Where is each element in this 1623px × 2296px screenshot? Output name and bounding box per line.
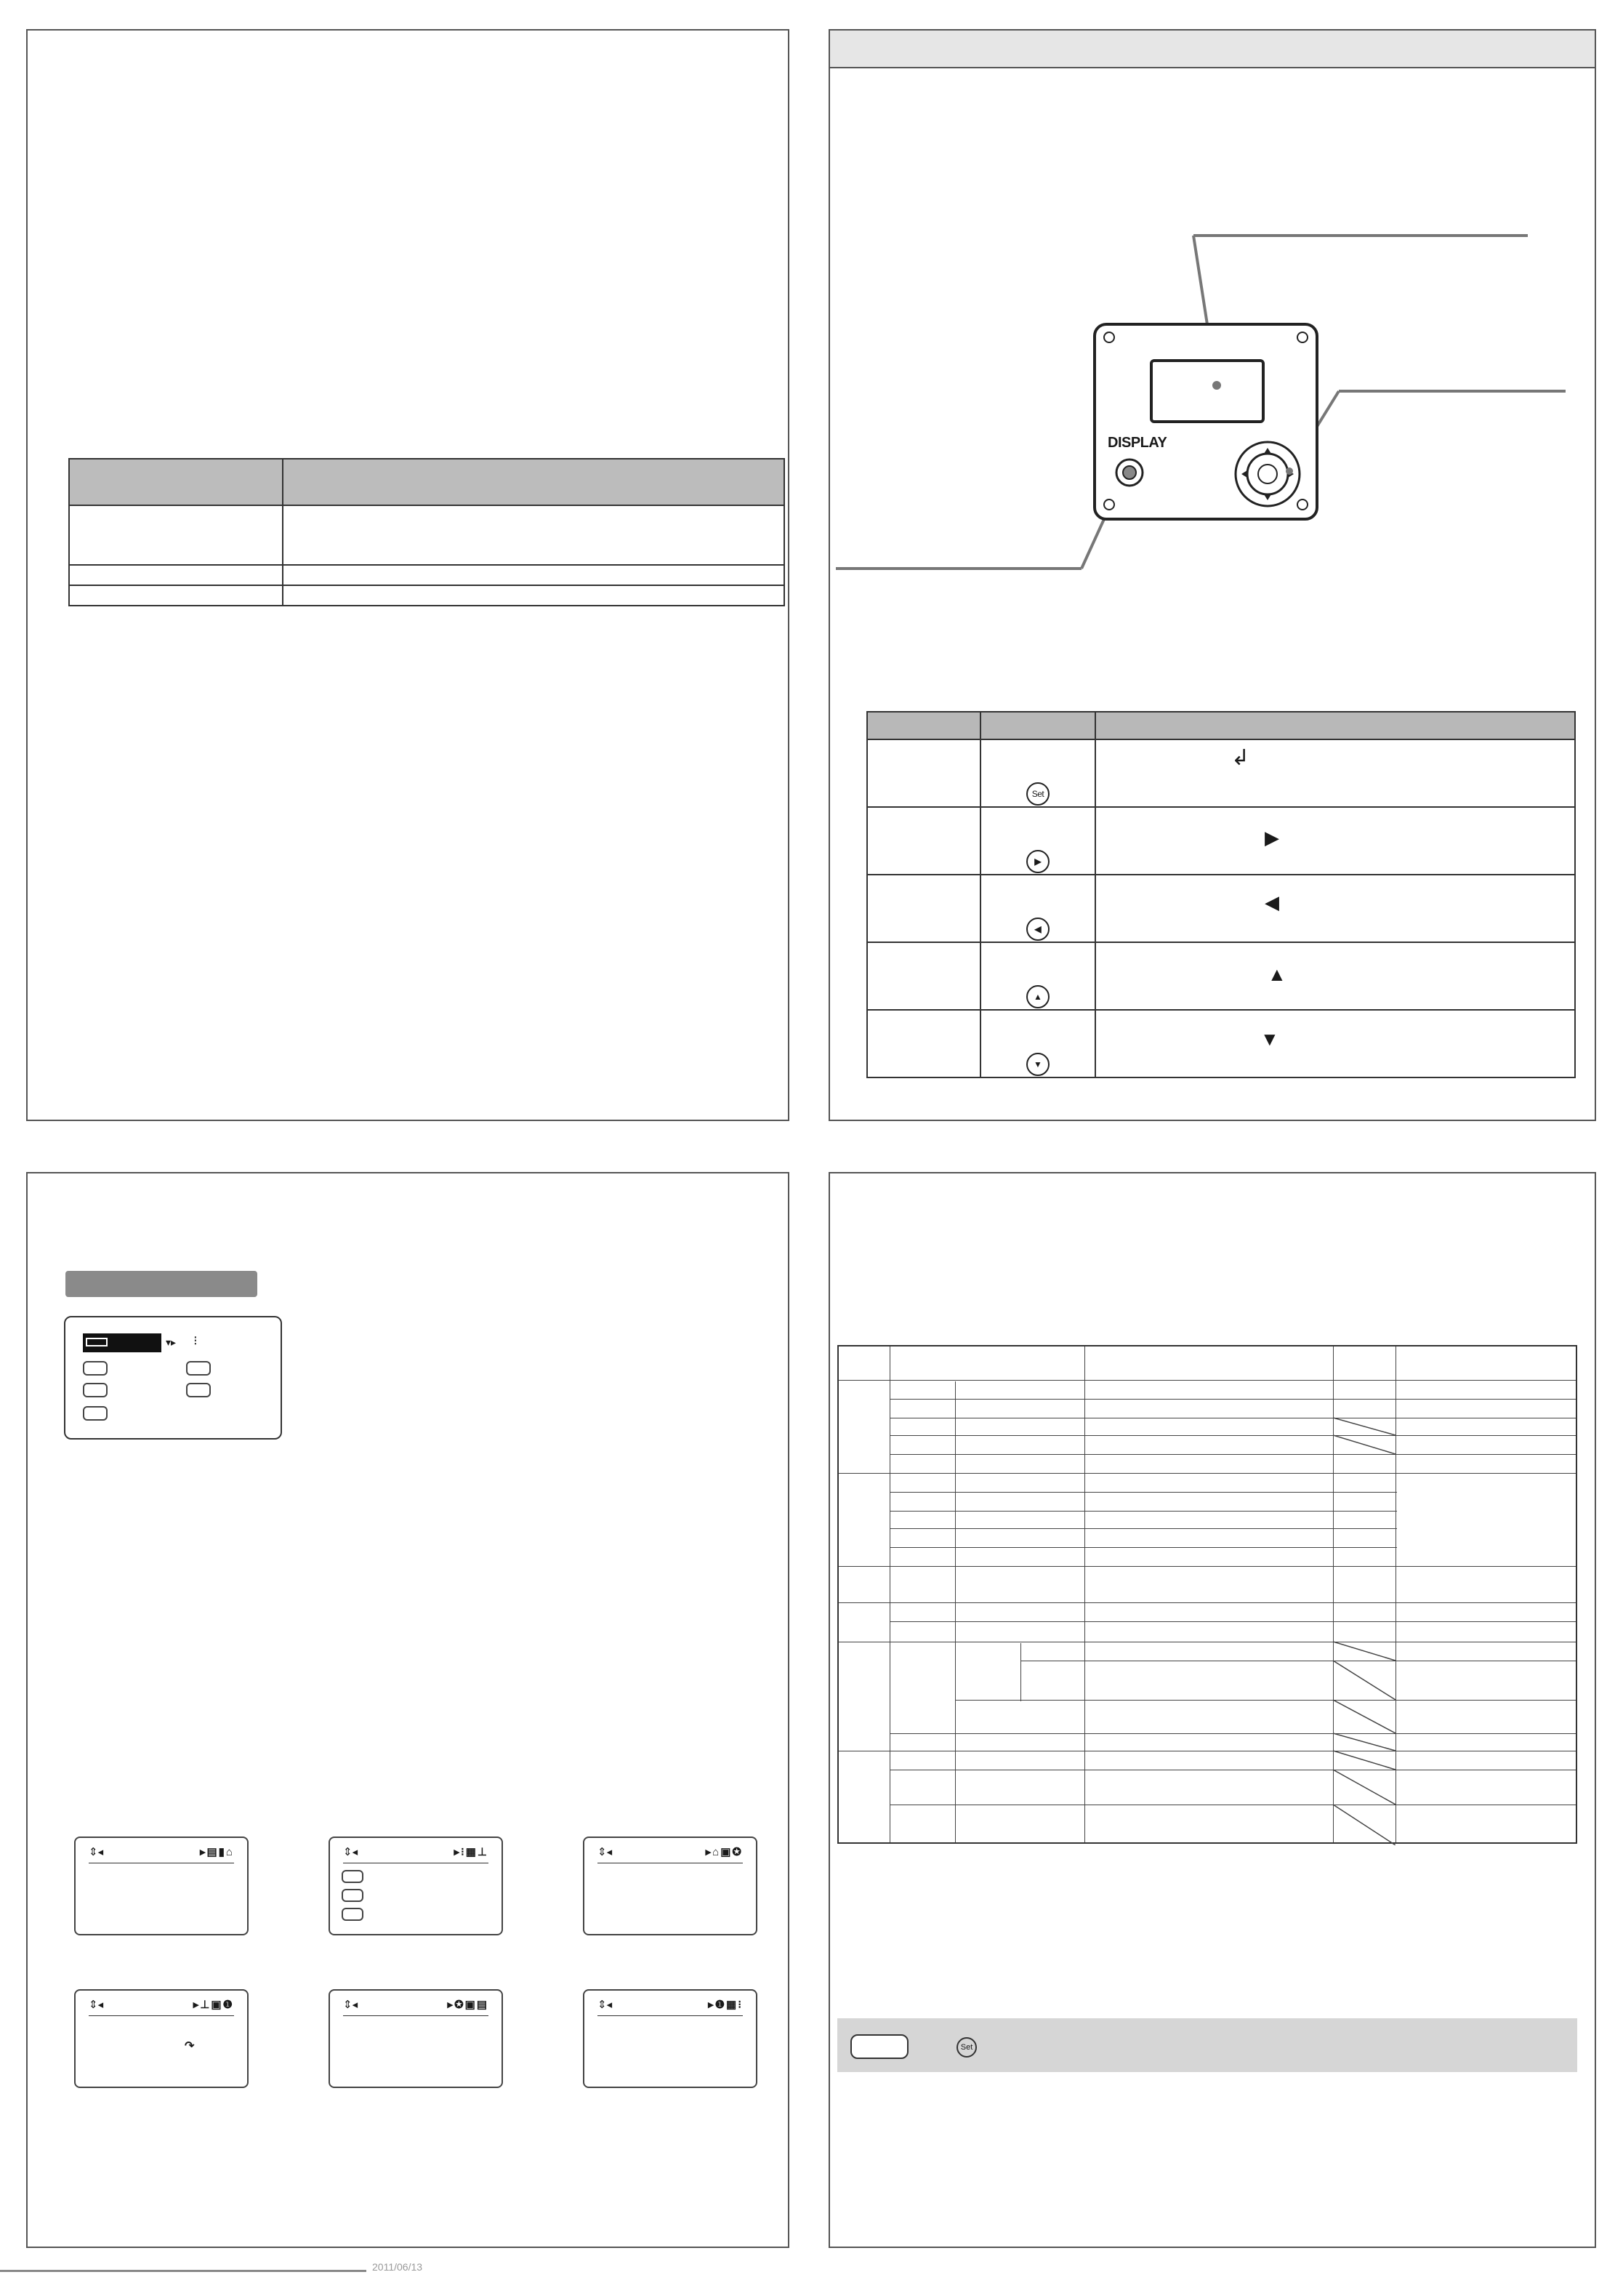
lcd-example <box>329 1989 503 2088</box>
spec-cell <box>283 585 784 606</box>
table-column-line <box>1020 1643 1021 1701</box>
table-row-line <box>839 1380 1576 1381</box>
set-button-icon: Set <box>1026 782 1050 806</box>
menu-structure-table <box>837 1345 1577 1844</box>
down-arrow-icon: ▼ <box>1260 1028 1279 1050</box>
table-row-line <box>890 1528 1397 1529</box>
camera-rear-illustration <box>830 31 1598 583</box>
nav-arrows-icon: ⇕◂ <box>343 1846 358 1858</box>
page-panel-2 <box>829 29 1596 1121</box>
option-pill <box>342 1870 363 1883</box>
footer-date: 2011/06/13 <box>372 2261 423 2273</box>
table-row-line <box>890 1454 1576 1455</box>
table-row-line <box>890 1733 1576 1734</box>
table-row <box>867 942 1575 1010</box>
button-function-table <box>866 711 1576 1078</box>
spec-cell <box>69 585 283 606</box>
lcd-screen-main <box>64 1316 282 1440</box>
menu-icons: ▸⊥▣❶ <box>193 1999 234 2011</box>
table-row-line <box>890 1492 1397 1493</box>
note-bar <box>837 2018 1577 2072</box>
up-button-icon: ▲ <box>1026 985 1050 1008</box>
table-row-line <box>955 1700 1576 1701</box>
lcd-example <box>583 1837 757 1935</box>
page-panel-3 <box>26 1172 789 2248</box>
left-button-icon: ◀ <box>1026 918 1050 941</box>
lcd-window <box>1151 361 1263 422</box>
option-pill <box>83 1406 108 1421</box>
option-pill <box>186 1383 211 1397</box>
table-row-line <box>890 1399 1576 1400</box>
option-pill <box>342 1908 363 1921</box>
right-button-icon: ▶ <box>1026 850 1050 873</box>
nav-arrows-icon: ⇕◂ <box>343 1999 358 2011</box>
option-pill <box>83 1383 108 1397</box>
set-button-icon: Set <box>957 2037 977 2058</box>
lcd-example <box>583 1989 757 2088</box>
up-arrow-icon: ▲ <box>1268 963 1286 985</box>
spec-header-cell <box>69 459 283 505</box>
screw-icon <box>1104 332 1114 342</box>
spec-cell <box>283 565 784 585</box>
section-label-bar <box>65 1271 257 1297</box>
return-arrow-icon: ↲ <box>1231 746 1250 770</box>
menu-icons: ▸▤▮⌂ <box>199 1846 234 1858</box>
table-row-line <box>839 1566 1576 1567</box>
lcd-example <box>329 1837 503 1935</box>
table-row <box>867 739 1575 807</box>
menu-icons: ▸⌂▣✪ <box>705 1846 743 1858</box>
nav-arrows-icon: ⇕◂ <box>597 1999 613 2011</box>
menu-icons: ▸❶▦⁝ <box>708 1999 743 2011</box>
table-row <box>867 1010 1575 1077</box>
left-arrow-icon: ◀ <box>1265 891 1279 913</box>
table-row <box>867 875 1575 942</box>
note-label-pill <box>850 2034 909 2059</box>
lcd-example <box>74 1989 249 2088</box>
spec-cell <box>69 505 283 565</box>
nav-arrows-icon: ⇕◂ <box>597 1846 613 1858</box>
menu-icons: ▸⁝▦⊥ <box>454 1846 488 1858</box>
menu-arrow-icon: ▾▸ <box>166 1336 177 1348</box>
table-row-line <box>839 1602 1576 1603</box>
table-header-cell <box>980 712 1095 739</box>
table-header-cell <box>867 712 980 739</box>
nav-arrows-icon: ⇕◂ <box>89 1999 104 2011</box>
option-pill <box>83 1361 108 1376</box>
footer-line <box>0 2270 366 2272</box>
right-arrow-icon: ▶ <box>1265 827 1279 848</box>
leader-dot <box>1212 381 1221 390</box>
nav-arrows-icon: ⇕◂ <box>89 1846 104 1858</box>
table-row-line <box>890 1621 1576 1622</box>
table-row-line <box>890 1547 1397 1548</box>
menu-icons: ▸✪▣▤ <box>447 1999 488 2011</box>
table-row <box>867 807 1575 875</box>
page-panel-4 <box>829 1172 1596 2248</box>
display-button-label: DISPLAY <box>1108 435 1167 451</box>
spec-table <box>68 458 785 606</box>
na-diagonals <box>1333 1346 1396 1845</box>
table-header-cell <box>1095 712 1575 739</box>
table-row-line <box>890 1435 1576 1436</box>
selected-item-highlight <box>83 1333 161 1352</box>
table-row-line <box>890 1511 1397 1512</box>
lcd-example <box>74 1837 249 1935</box>
menu-item-icon: ⁝ <box>193 1333 198 1348</box>
screw-icon <box>1297 332 1308 342</box>
spec-cell <box>69 565 283 585</box>
option-pill <box>186 1361 211 1376</box>
down-button-icon: ▼ <box>1026 1053 1050 1076</box>
page-panel-1 <box>26 29 789 1121</box>
table-column-line <box>955 1381 956 1842</box>
screw-icon <box>1297 499 1308 510</box>
option-pill <box>342 1889 363 1902</box>
rotate-icon: ↷ <box>185 2040 195 2052</box>
spec-cell <box>283 505 784 565</box>
table-column-line <box>1084 1346 1085 1842</box>
table-row-line <box>839 1473 1576 1474</box>
spec-header-cell <box>283 459 784 505</box>
screw-icon <box>1104 499 1114 510</box>
